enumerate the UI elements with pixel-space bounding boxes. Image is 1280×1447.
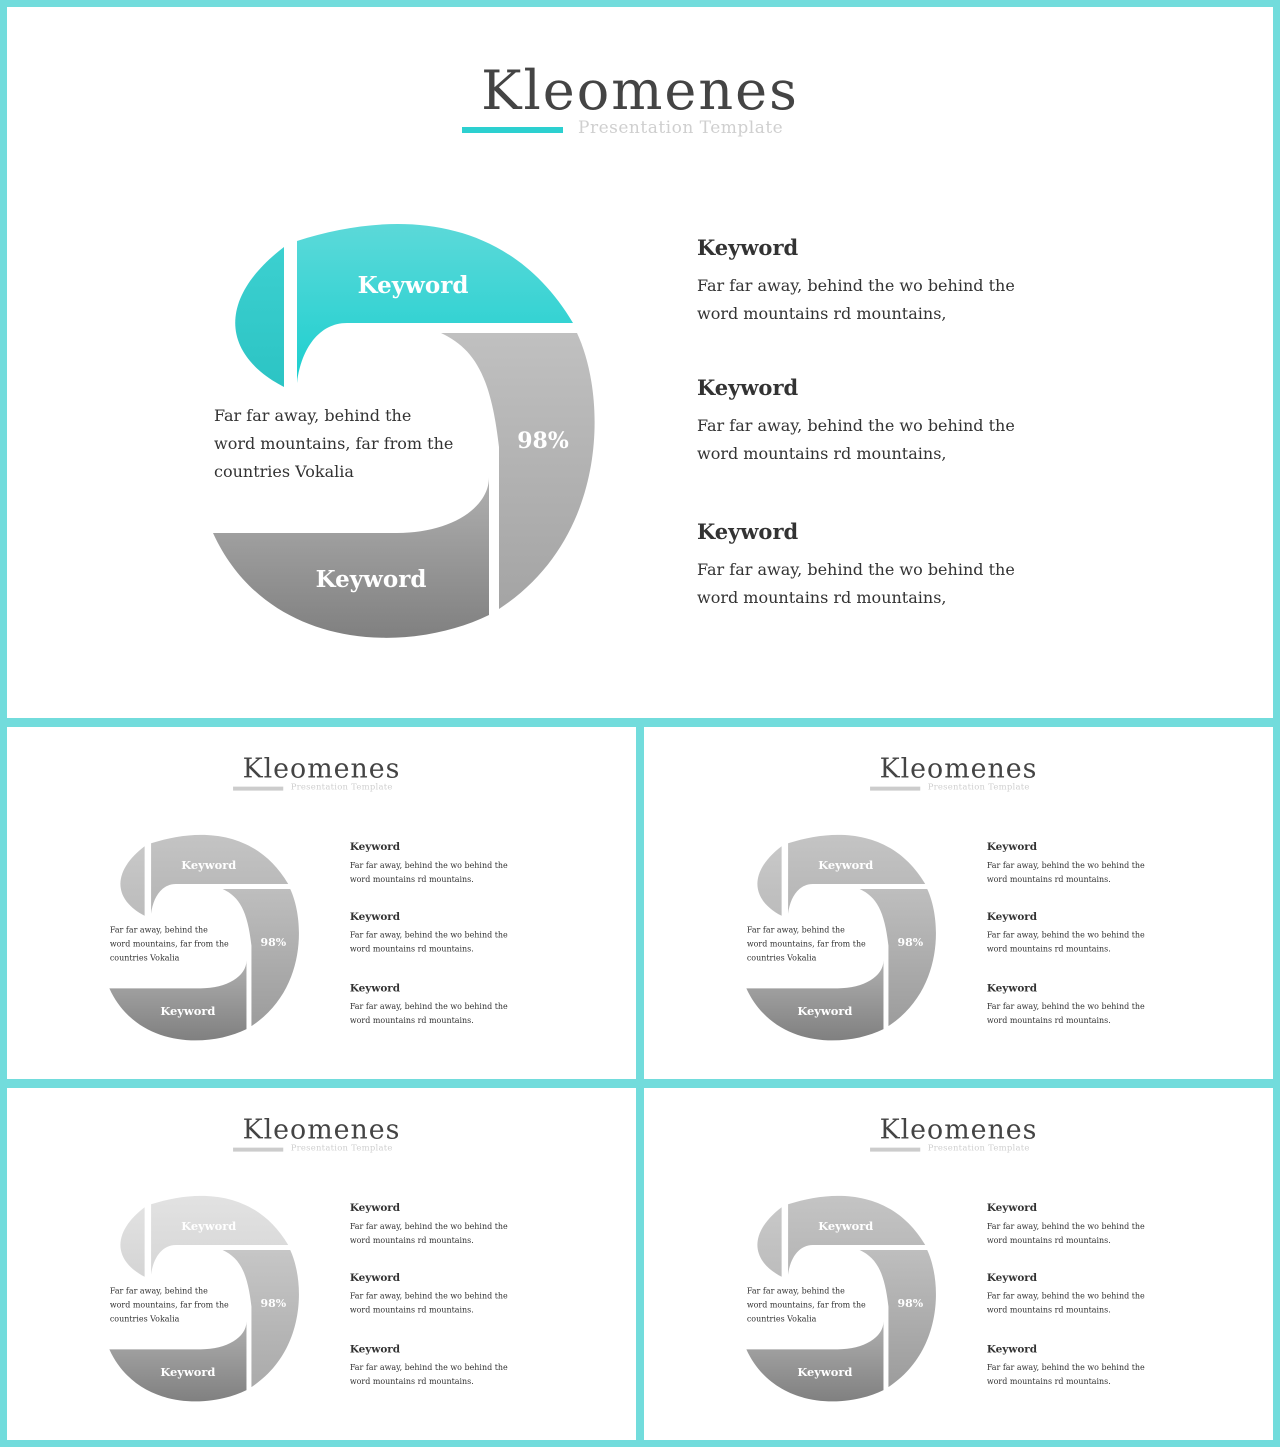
slide-content — [7, 727, 636, 1079]
slide-title: Kleomenes — [242, 752, 401, 785]
slide-title: Kleomenes — [879, 1113, 1038, 1146]
keyword-heading: Keyword — [349, 1270, 401, 1284]
keyword-heading: Keyword — [697, 519, 799, 544]
slide-thumbnail-4[interactable] — [644, 1088, 1273, 1440]
keyword-heading: Keyword — [697, 235, 799, 260]
segment-top-label: Keyword — [818, 1219, 874, 1234]
segment-left-small — [120, 846, 144, 916]
diagram-center-text: Far far away, behind the word mountains, far from the countries Vokalia — [109, 925, 229, 963]
title-underline-bar — [870, 787, 920, 791]
slide-content — [7, 7, 1273, 718]
slide-subtitle: Presentation Template — [290, 782, 393, 793]
keyword-text: Far far away, behind the wo behind the word mountains rd mountains. — [349, 860, 508, 885]
keyword-text: Far far away, behind the wo behind the word mountains rd mountains. — [986, 930, 1145, 954]
slide-thumbnail-1[interactable] — [7, 727, 636, 1079]
keyword-heading: Keyword — [349, 1342, 401, 1355]
keyword-item — [987, 840, 1166, 886]
title-underline-bar — [233, 1148, 283, 1152]
keyword-heading: Keyword — [986, 981, 1038, 994]
keyword-heading: Keyword — [349, 840, 401, 853]
diagram-center-text: Far far away, behind the word mountains, far from the countries Vokalia — [214, 406, 454, 481]
keyword-text: Far far away, behind the wo behind the word mountains rd mountains. — [349, 1291, 508, 1315]
keyword-item — [697, 375, 1057, 468]
keyword-heading: Keyword — [986, 1270, 1038, 1284]
keyword-item — [350, 1271, 529, 1317]
keyword-text: Far far away, behind the wo behind the word mountains rd mountains. — [349, 1362, 508, 1387]
keyword-item — [350, 1342, 529, 1388]
slide-main[interactable] — [7, 7, 1273, 718]
segment-bottom-label: Keyword — [160, 1004, 216, 1019]
keyword-heading: Keyword — [349, 909, 401, 923]
keyword-item — [350, 1201, 529, 1247]
diagram-center-text: Far far away, behind the word mountains, far from the countries Vokalia — [109, 1286, 229, 1324]
segment-left-small — [757, 1207, 781, 1277]
slide-subtitle: Presentation Template — [927, 782, 1030, 793]
keyword-item — [350, 910, 529, 956]
keyword-item — [987, 1271, 1166, 1317]
slide-thumbnail-3[interactable] — [7, 1088, 636, 1440]
segment-bottom — [746, 1322, 883, 1402]
keyword-item — [987, 910, 1166, 956]
segment-top-label: Keyword — [818, 858, 874, 873]
segment-bottom — [213, 477, 489, 638]
keyword-heading: Keyword — [986, 1201, 1038, 1214]
keyword-text: Far far away, behind the wo behind the word mountains rd mountains. — [986, 1291, 1145, 1315]
keyword-text: Far far away, behind the wo behind the word mountains rd mountains. — [986, 1221, 1145, 1246]
keyword-text: Far far away, behind the wo behind the word mountains rd mountains. — [986, 860, 1145, 885]
keyword-text: Far far away, behind the wo behind the word mountains rd mountains. — [349, 1001, 508, 1026]
keyword-item — [350, 981, 529, 1027]
keyword-heading: Keyword — [349, 1201, 401, 1214]
slide-subtitle: Presentation Template — [927, 1143, 1030, 1154]
keyword-text: Far far away, behind the wo behind the word mountains rd mountains. — [986, 1001, 1145, 1026]
keyword-item — [697, 519, 1057, 612]
keyword-heading: Keyword — [349, 981, 401, 994]
keyword-text: Far far away, behind the wo behind the word mountains rd mountains. — [986, 1362, 1145, 1387]
segment-left-small — [235, 247, 284, 387]
keyword-item — [697, 235, 1057, 328]
keyword-item — [987, 981, 1166, 1027]
diagram-center-text: Far far away, behind the word mountains, far from the countries Vokalia — [746, 1286, 866, 1324]
keyword-item — [987, 1342, 1166, 1388]
slide-subtitle: Presentation Template — [578, 118, 784, 138]
slide-subtitle: Presentation Template — [290, 1143, 393, 1154]
segment-left-small — [757, 846, 781, 916]
title-underline-bar — [233, 787, 283, 791]
segment-bottom — [746, 961, 883, 1041]
slide-title: Kleomenes — [879, 752, 1038, 785]
percent-label: 98% — [517, 428, 569, 454]
slide-title: Kleomenes — [242, 1113, 401, 1146]
keyword-text: Far far away, behind the wo behind the word mountains rd mountains, — [697, 276, 1015, 323]
keyword-text: Far far away, behind the wo behind the word mountains rd mountains, — [697, 560, 1015, 607]
segment-left-small — [120, 1207, 144, 1277]
keyword-text: Far far away, behind the wo behind the word mountains rd mountains. — [349, 1221, 508, 1246]
segment-bottom — [109, 961, 246, 1041]
diagram-center-text: Far far away, behind the word mountains, far from the countries Vokalia — [746, 925, 866, 963]
percent-label: 98% — [897, 936, 924, 950]
segment-bottom-label: Keyword — [160, 1365, 216, 1380]
percent-label: 98% — [260, 1297, 287, 1311]
keyword-item — [987, 1201, 1166, 1247]
keyword-heading: Keyword — [986, 1342, 1038, 1355]
title-underline-bar — [462, 127, 563, 133]
segment-top-label: Keyword — [181, 858, 237, 873]
segment-bottom-label: Keyword — [797, 1365, 853, 1380]
slide-content — [644, 1088, 1273, 1440]
slide-thumbnail-2[interactable] — [644, 727, 1273, 1079]
slide-content — [7, 1088, 636, 1440]
segment-bottom-label: Keyword — [797, 1004, 853, 1019]
title-underline-bar — [870, 1148, 920, 1152]
slide-title: Kleomenes — [481, 59, 799, 122]
keyword-heading: Keyword — [986, 909, 1038, 923]
keyword-text: Far far away, behind the wo behind the word mountains rd mountains, — [697, 416, 1015, 463]
keyword-item — [350, 840, 529, 886]
segment-bottom-label: Keyword — [315, 566, 427, 593]
percent-label: 98% — [897, 1297, 924, 1311]
segment-top-label: Keyword — [357, 272, 469, 299]
slide-content — [644, 727, 1273, 1079]
keyword-heading: Keyword — [986, 840, 1038, 853]
percent-label: 98% — [260, 936, 287, 950]
keyword-text: Far far away, behind the wo behind the word mountains rd mountains. — [349, 930, 508, 954]
segment-bottom — [109, 1322, 246, 1402]
segment-top-label: Keyword — [181, 1219, 237, 1234]
keyword-heading: Keyword — [697, 375, 799, 400]
